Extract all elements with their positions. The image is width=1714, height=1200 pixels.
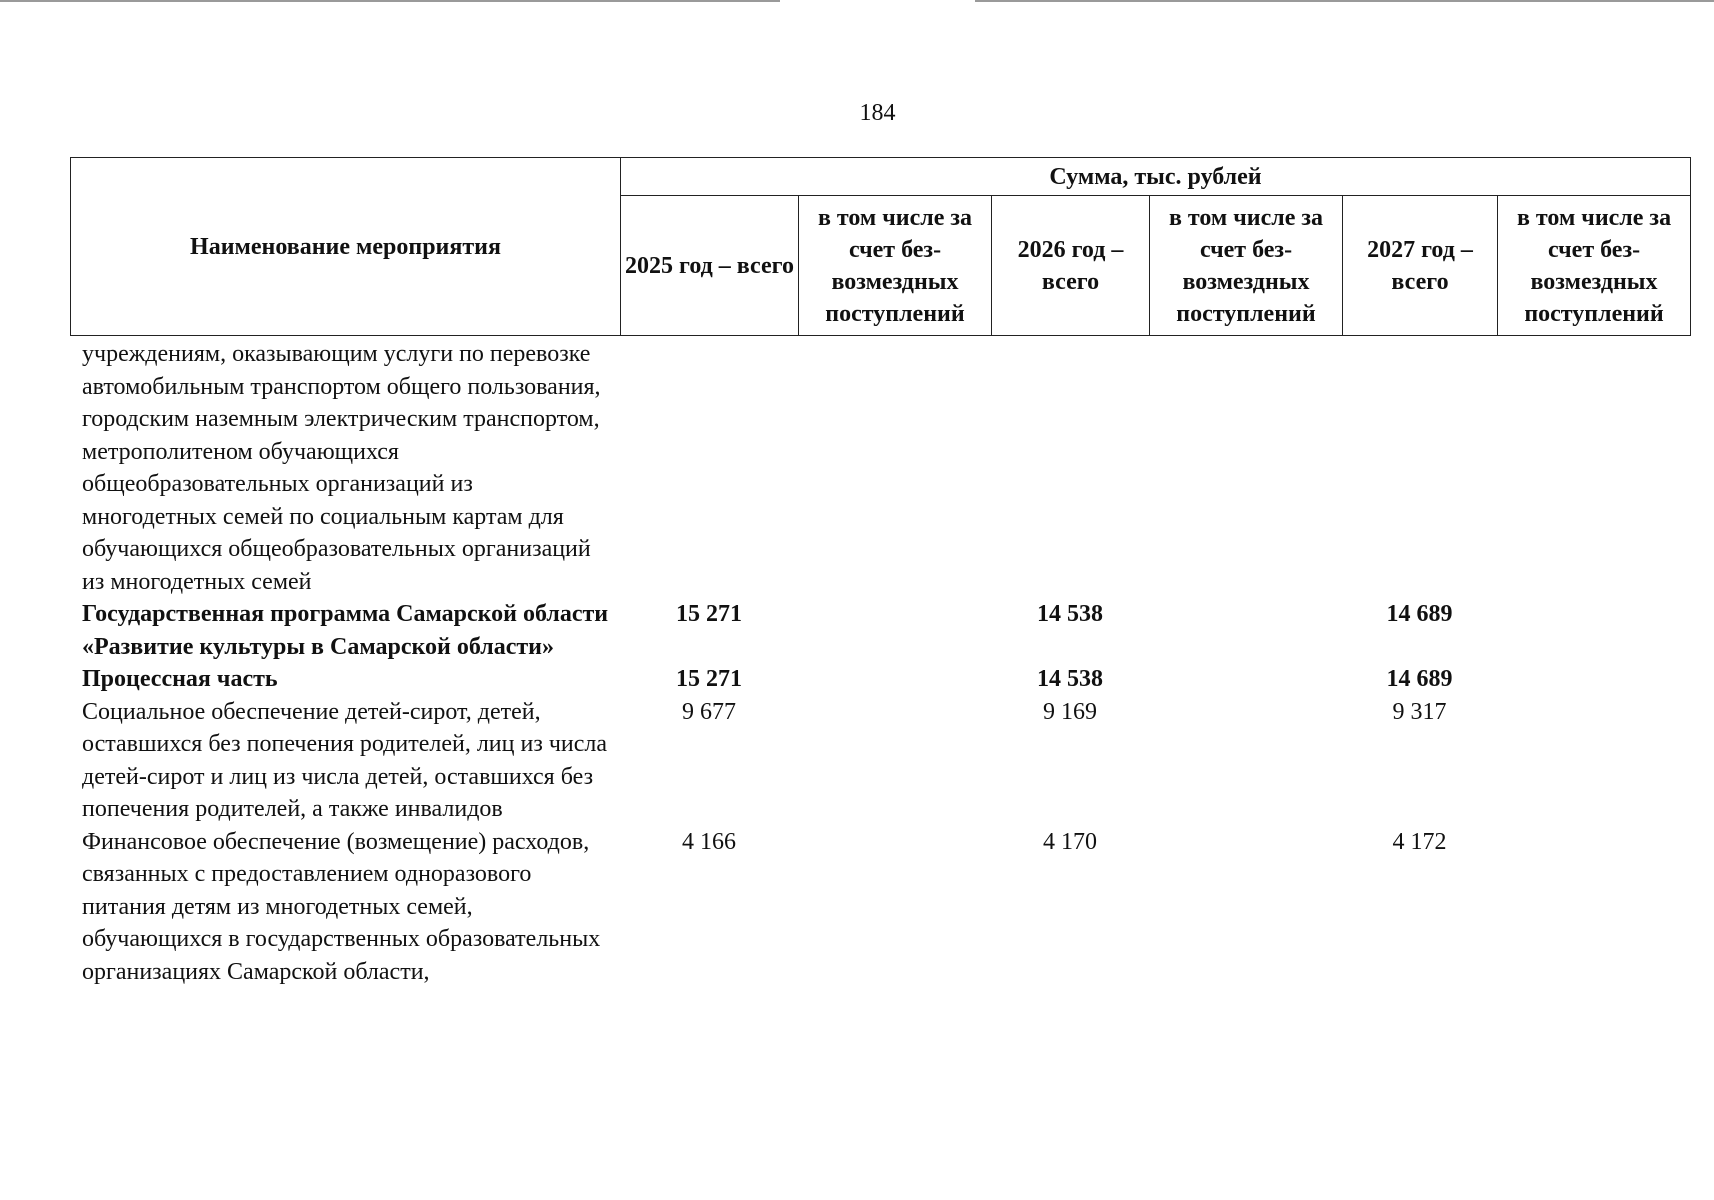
column-header-2025-total: 2025 год – всего (621, 196, 799, 336)
cell-2027-grants (1497, 338, 1690, 598)
cell-2025-total: 15 271 (676, 666, 742, 692)
row-name: Процессная часть (82, 666, 278, 692)
cell-2025-total: 9 677 (682, 698, 736, 725)
row-name: учреждениям, оказывающим услуги по перевозке автомобильным транспортом общего пользования, городским наземным электрическим транспортом, метрополитеном обучающихся общеобразовательных организаций из многодетных семей по социальным картам для обучающихся общеобразовательных организаций из многодетных семей (82, 341, 601, 595)
cell-2025-total: 4 166 (682, 828, 736, 855)
cell-2027-total: 14 689 (1386, 666, 1453, 692)
table-row (70, 826, 1690, 989)
table-header (70, 157, 1691, 336)
cell-2027-grants (1497, 598, 1690, 663)
cell-2025-total (620, 338, 798, 598)
table-row (70, 696, 1690, 826)
column-header-2027-grants: в том числе за счет без-возмездных поступлений (1498, 196, 1691, 336)
cell-2026-grants (1149, 338, 1342, 598)
table-row (70, 338, 1690, 598)
cell-2027-grants (1497, 663, 1690, 696)
column-header-2025-grants: в том числе за счет без-возмездных поступлений (799, 196, 992, 336)
page-number: 184 (859, 100, 896, 126)
column-header-2026-total: 2026 год – всего (992, 196, 1150, 336)
cell-2026-total: 14 538 (1037, 666, 1103, 692)
cell-2026-total: 4 170 (1043, 828, 1097, 855)
cell-2026-grants (1149, 826, 1342, 989)
cell-2027-total: 14 689 (1386, 601, 1453, 627)
cell-2027-grants (1497, 696, 1690, 826)
column-header-2027-total: 2027 год – всего (1343, 196, 1498, 336)
column-group-sum: Сумма, тыс. рублей (621, 158, 1691, 196)
cell-2027-grants (1497, 826, 1690, 989)
cell-2027-total: 4 172 (1392, 828, 1447, 855)
cell-2026-grants (1149, 696, 1342, 826)
cell-2027-total (1342, 338, 1497, 598)
cell-2025-grants (798, 663, 991, 696)
cell-2027-total: 9 317 (1392, 698, 1447, 725)
table-body (70, 338, 1690, 988)
cell-2026-grants (1149, 663, 1342, 696)
cell-2025-grants (798, 696, 991, 826)
cell-2025-total: 15 271 (676, 601, 742, 627)
cell-2026-grants (1149, 598, 1342, 663)
cell-2026-total (991, 338, 1149, 598)
scan-edge-left (0, 0, 780, 2)
table-row (70, 663, 1690, 696)
cell-2026-total: 14 538 (1037, 601, 1103, 627)
row-name: Государственная программа Самарской области «Развитие культуры в Самарской области» (82, 601, 609, 660)
cell-2026-total: 9 169 (1043, 698, 1097, 725)
cell-2025-grants (798, 598, 991, 663)
row-name: Социальное обеспечение детей-сирот, детей, оставшихся без попечения родителей, лиц из числа детей-сирот и лиц из числа детей, оставшихся без попечения родителей, а также инвалидов (82, 698, 608, 822)
table-row (70, 598, 1690, 663)
row-name: Финансовое обеспечение (возмещение) расходов, связанных с предоставлением одноразового питания детям из многодетных семей, обучающихся в государственных образовательных организациях Самарской области, (82, 828, 601, 985)
cell-2025-grants (798, 826, 991, 989)
scan-edge-right (975, 0, 1714, 2)
column-header-name: Наименование мероприятия (71, 158, 621, 336)
column-header-2026-grants: в том числе за счет без-возмездных поступлений (1150, 196, 1343, 336)
cell-2025-grants (798, 338, 991, 598)
